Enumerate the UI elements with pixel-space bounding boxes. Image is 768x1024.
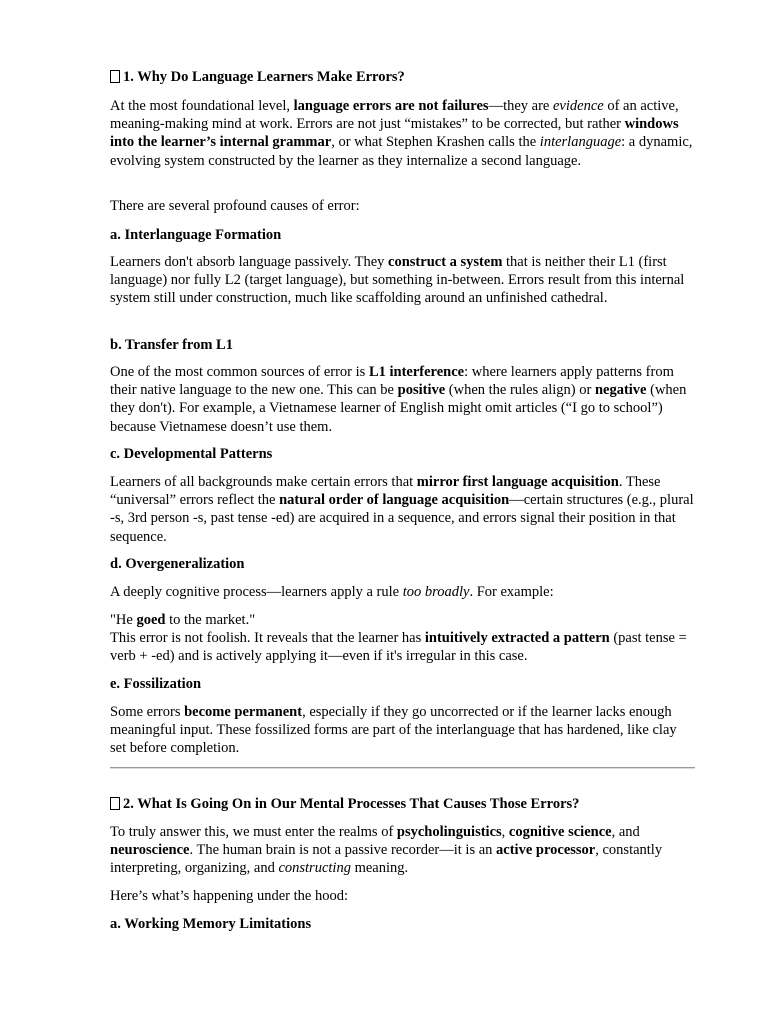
paragraph-transfer-from-l1: One of the most common sources of error is L1 interference: where learners apply patterns from their native language to the new one. This can be positive (when the rules align) or negative (when they don't). For example, a Vietnamese learner of English might omit articles (“I go to school”) because Vietnamese doesn’t use them. (110, 364, 687, 435)
causes-intro: There are several profound causes of error: (110, 198, 360, 214)
subheading-overgeneralization: d. Overgeneralization (110, 556, 245, 572)
subheading-transfer-from-l1: b. Transfer from L1 (110, 337, 233, 353)
horizontal-divider (110, 767, 695, 769)
overgeneralization-example: "He goed to the market." This error is not foolish. It reveals that the learner has intuitively extracted a pattern (past tense = verb + -ed) and is actively applying it—even if it's irregular in this case. (110, 612, 687, 665)
paragraph-interlanguage-formation: Learners don't absorb language passively. They construct a system that is neither their L1 (first language) nor fully L2 (target language), but something in-between. Errors result from this internal system still under construction, much like scaffolding around an unfinished cathedral. (110, 254, 685, 307)
section-2-heading-text: 2. What Is Going On in Our Mental Processes That Causes Those Errors? (123, 796, 580, 812)
section-1-intro-paragraph: At the most foundational level, language errors are not failures—they are evidence of an active, meaning-making mind at work. Errors are not just “mistakes” to be corrected, but rather windows into the learner’s internal grammar, or what Stephen Krashen calls the interlanguage: a dynamic, evolving system constructed by the learner as they internalize a second language. (110, 98, 693, 169)
paragraph-developmental-patterns: Learners of all backgrounds make certain errors that mirror first language acquisition. These “universal” errors reflect the natural order of language acquisition—certain structures (e.g., plural -s, 3rd person -s, past tense -ed) are acquired in a sequence, and errors signal their position in that sequence. (110, 474, 694, 545)
subheading-fossilization: e. Fossilization (110, 676, 202, 692)
missing-glyph-icon (110, 70, 120, 83)
paragraph-fossilization: Some errors become permanent, especially if they go uncorrected or if the learner lacks enough meaningful input. These fossilized forms are part of the interlanguage that has hardened, like clay set before completion. (110, 704, 677, 757)
paragraph-overgeneralization: A deeply cognitive process—learners apply a rule too broadly. For example: (110, 584, 554, 600)
subheading-working-memory-limitations: a. Working Memory Limitations (110, 916, 312, 932)
under-the-hood-intro: Here’s what’s happening under the hood: (110, 888, 348, 904)
section-1-heading-text: 1. Why Do Language Learners Make Errors? (123, 69, 405, 85)
subheading-developmental-patterns: c. Developmental Patterns (110, 446, 273, 462)
missing-glyph-icon (110, 797, 120, 810)
section-2-heading (110, 795, 695, 813)
section-1-heading (110, 68, 695, 86)
section-2-intro-paragraph: To truly answer this, we must enter the realms of psycholinguistics, cognitive science, and neuroscience. The human brain is not a passive recorder—it is an active processor, constantly interpreting, organizing, and constructing meaning. (110, 824, 663, 877)
subheading-interlanguage-formation: a. Interlanguage Formation (110, 227, 282, 243)
